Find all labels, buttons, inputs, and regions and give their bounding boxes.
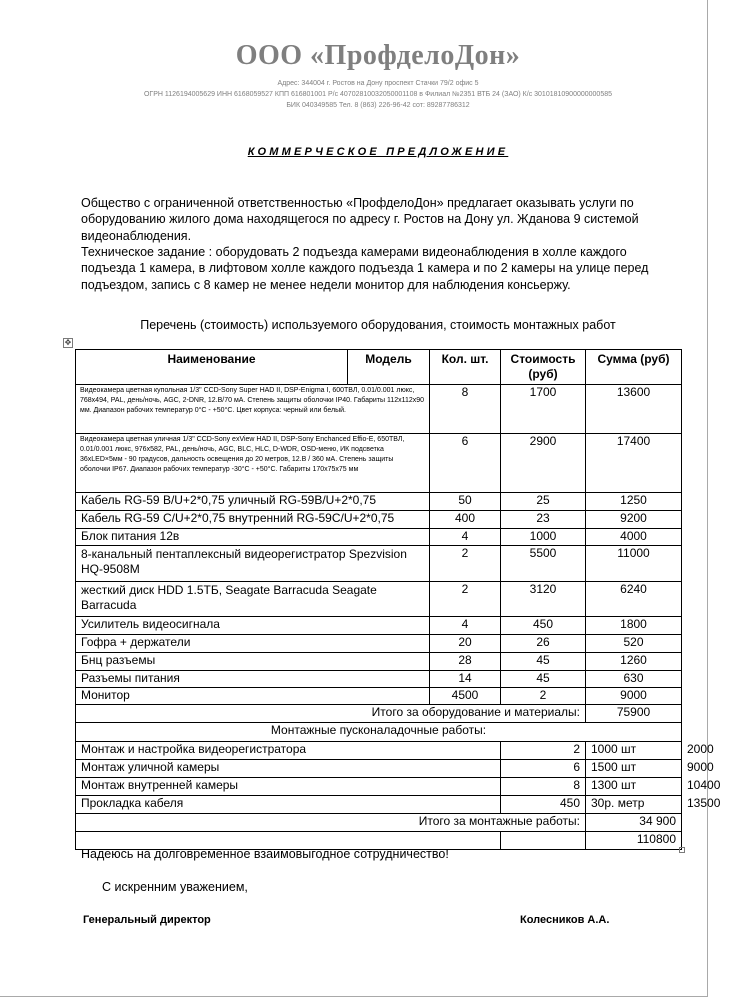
closing-regards: С искренним уважением, [102, 880, 248, 894]
header-model: Модель [348, 350, 430, 385]
item-name: Видеокамера цветная купольная 1/3" CCD-Sony Super HAD II, DSP-Enigma I, 600ТВЛ, 0.01/0.001 люкс, 768x494, PAL, день/ночь, AGC, 2-DNR, 12.В/70 мА. Степень защиты оболочки IP40. Габариты 112x112x90 мм. Диапазон рабочих температур 0°С - +50°С. Цвет корпуса: черный или белый. [76, 385, 430, 434]
equipment-total-value: 75900 [586, 705, 682, 723]
item-name: Разъемы питания [76, 671, 430, 688]
item-qty: 4 [430, 529, 501, 546]
table-row [76, 617, 682, 635]
item-name: 8-канальный пентаплексный видеорегистратор Spezvision HQ-9508M [76, 546, 430, 582]
table-row [76, 546, 682, 582]
closing-hope: Надеюсь на долговременное взаимовыгодное сотрудничество! [81, 847, 449, 861]
item-cost: 45 [501, 653, 586, 671]
table-row [76, 653, 682, 671]
task-line: Техническое задание : оборудовать 2 подъезда камерами видеонаблюдения в холле каждого [81, 245, 627, 259]
item-sum: 11000 [586, 546, 682, 582]
table-row: Монтаж и настройка видеорегистратора 2 1000 шт 2000 [76, 742, 682, 760]
table-row [76, 688, 682, 705]
works-total-row [76, 814, 682, 832]
table-row [76, 493, 682, 511]
item-sum: 1260 [586, 653, 682, 671]
item-qty: 20 [430, 635, 501, 653]
table-move-handle-icon[interactable]: ✥ [64, 338, 72, 347]
item-qty: 6 [430, 434, 501, 493]
item-cost: 23 [501, 511, 586, 529]
item-sum: 17400 [586, 434, 682, 493]
item-name: Кабель RG-59 C/U+2*0,75 внутренний RG-59C/U+2*0,75 [76, 511, 430, 529]
intro-paragraph [81, 195, 681, 244]
table-resize-handle-icon[interactable] [679, 847, 685, 853]
equipment-total-label: Итого за оборудование и материалы: [76, 705, 586, 723]
signatory-name: Колесников А.А. [520, 914, 610, 926]
works-section-row [76, 723, 682, 742]
item-sum: 9000 [586, 688, 682, 705]
work-qty: 2 [501, 742, 586, 760]
item-qty: 2 [430, 582, 501, 617]
grand-total-value: 110800 [586, 832, 682, 850]
equipment-total-row [76, 705, 682, 723]
work-qty: 8 [501, 778, 586, 796]
work-name: Монтаж внутренней камеры [76, 778, 501, 796]
item-cost: 26 [501, 635, 586, 653]
work-price: 1000 шт [586, 742, 682, 760]
table-row [76, 511, 682, 529]
intro-line: оборудованию жилого дома находящегося по адресу г. Ростов на Дону ул. Жданова 9 системой [81, 212, 639, 227]
item-cost: 25 [501, 493, 586, 511]
header-qty: Кол. шт. [430, 350, 501, 385]
item-sum: 630 [586, 671, 682, 688]
item-qty: 14 [430, 671, 501, 688]
item-sum: 1800 [586, 617, 682, 635]
item-sum: 1250 [586, 493, 682, 511]
work-name: Монтаж уличной камеры [76, 760, 501, 778]
item-name: жесткий диск HDD 1.5ТБ, Seagate Barracuda Seagate Barracuda [76, 582, 430, 617]
item-name: Гофра + держатели [76, 635, 430, 653]
table-row: Монтаж уличной камеры 6 1500 шт 9000 [76, 760, 682, 778]
work-price: 1500 шт [586, 760, 682, 778]
works-total-label: Итого за монтажные работы: [76, 814, 586, 832]
item-cost: 3120 [501, 582, 586, 617]
item-name: Бнц разъемы [76, 653, 430, 671]
item-name: Усилитель видеосигнала [76, 617, 430, 635]
grand-total-empty-cell [501, 832, 586, 850]
table-row [76, 385, 682, 434]
item-cost: 1700 [501, 385, 586, 434]
item-qty: 28 [430, 653, 501, 671]
item-cost: 2 [501, 688, 586, 705]
item-qty: 50 [430, 493, 501, 511]
item-qty: 4500 [430, 688, 501, 705]
equipment-table [75, 349, 721, 850]
work-name: Монтаж и настройка видеорегистратора [76, 742, 501, 760]
document-title: КОММЕРЧЕСКОЕ ПРЕДЛОЖЕНИЕ [247, 146, 509, 158]
company-address: Адрес: 344004 г. Ростов на Дону проспект Стачки 79/2 офис 5 [277, 80, 479, 87]
task-line: подъездом, запись с 8 камер не менее недели монитор для наблюдения консьержу. [81, 277, 571, 292]
works-total-value: 34 900 [586, 814, 682, 832]
work-name: Прокладка кабеля [76, 796, 501, 814]
item-sum: 9200 [586, 511, 682, 529]
item-name: Видеокамера цветная уличная 1/3" CCD-Sony exView HAD II, DSP-Sony Enchanced Effio-E, 650ТВЛ, 0.01/0.001 люкс, 976x582, PAL, день/ночь, AGC, BLC, HLC, D-WDR, OSD-меню, ИК подсветка 36xLED×5мм - 90 градусов, дальность освещения до 20 метров, 12.В / 360 мА. Степень защиты оболочки IP67. Диапазон рабочих температур -30°С - +50°С. Габариты 170x75x75 мм [76, 434, 430, 493]
technical-task-paragraph [81, 244, 681, 293]
table-row [76, 635, 682, 653]
company-name: ООО «ПрофделоДон» [235, 40, 521, 71]
company-bank-details: ОГРН 1126194005629 ИНН 6168059527 КПП 616801001 Р/с 40702810032050001108 в Филиал №2351 ВТБ 24 (ЗАО) К/с 30101810900000000585 [143, 91, 613, 98]
table-row [76, 529, 682, 546]
table-row [76, 671, 682, 688]
item-cost: 450 [501, 617, 586, 635]
header-sum: Сумма (руб) [586, 350, 682, 385]
work-price: 30р. метр [586, 796, 682, 814]
header-cost: Стоимость (руб) [501, 350, 586, 385]
table-row: Монтаж внутренней камеры 8 1300 шт 10400 [76, 778, 682, 796]
table-row: Прокладка кабеля 450 30р. метр 13500 [76, 796, 682, 814]
item-qty: 400 [430, 511, 501, 529]
works-section-title: Монтажные пусконаладочные работы: [76, 723, 682, 742]
intro-line: Общество с ограниченной ответственностью «ПрофделоДон» предлагает оказывать услуги по [81, 196, 634, 210]
table-row [76, 582, 682, 617]
work-qty: 450 [501, 796, 586, 814]
item-qty: 2 [430, 546, 501, 582]
item-cost: 45 [501, 671, 586, 688]
header-name: Наименование [76, 350, 348, 385]
item-sum: 13600 [586, 385, 682, 434]
item-name: Блок питания 12в [76, 529, 430, 546]
item-qty: 4 [430, 617, 501, 635]
company-contacts: БИК 040349585 Тел. 8 (863) 226-96-42 сот: 89287786312 [286, 102, 470, 109]
signatory-position: Генеральный директор [83, 914, 211, 926]
item-qty: 8 [430, 385, 501, 434]
item-sum: 6240 [586, 582, 682, 617]
table-header-row [76, 350, 682, 385]
item-name: Кабель RG-59 B/U+2*0,75 уличный RG-59B/U+2*0,75 [76, 493, 430, 511]
work-qty: 6 [501, 760, 586, 778]
item-cost: 5500 [501, 546, 586, 582]
item-cost: 2900 [501, 434, 586, 493]
work-price: 1300 шт [586, 778, 682, 796]
item-sum: 4000 [586, 529, 682, 546]
table-row [76, 434, 682, 493]
item-cost: 1000 [501, 529, 586, 546]
table-caption: Перечень (стоимость) используемого оборудования, стоимость монтажных работ [140, 318, 616, 332]
task-line: подъезда 1 камера, в лифтовом холле каждого подъезда 1 камера и по 2 камеры на улице перед [81, 261, 649, 276]
item-sum: 520 [586, 635, 682, 653]
item-name: Монитор [76, 688, 430, 705]
intro-line: видеонаблюдения. [81, 228, 192, 243]
